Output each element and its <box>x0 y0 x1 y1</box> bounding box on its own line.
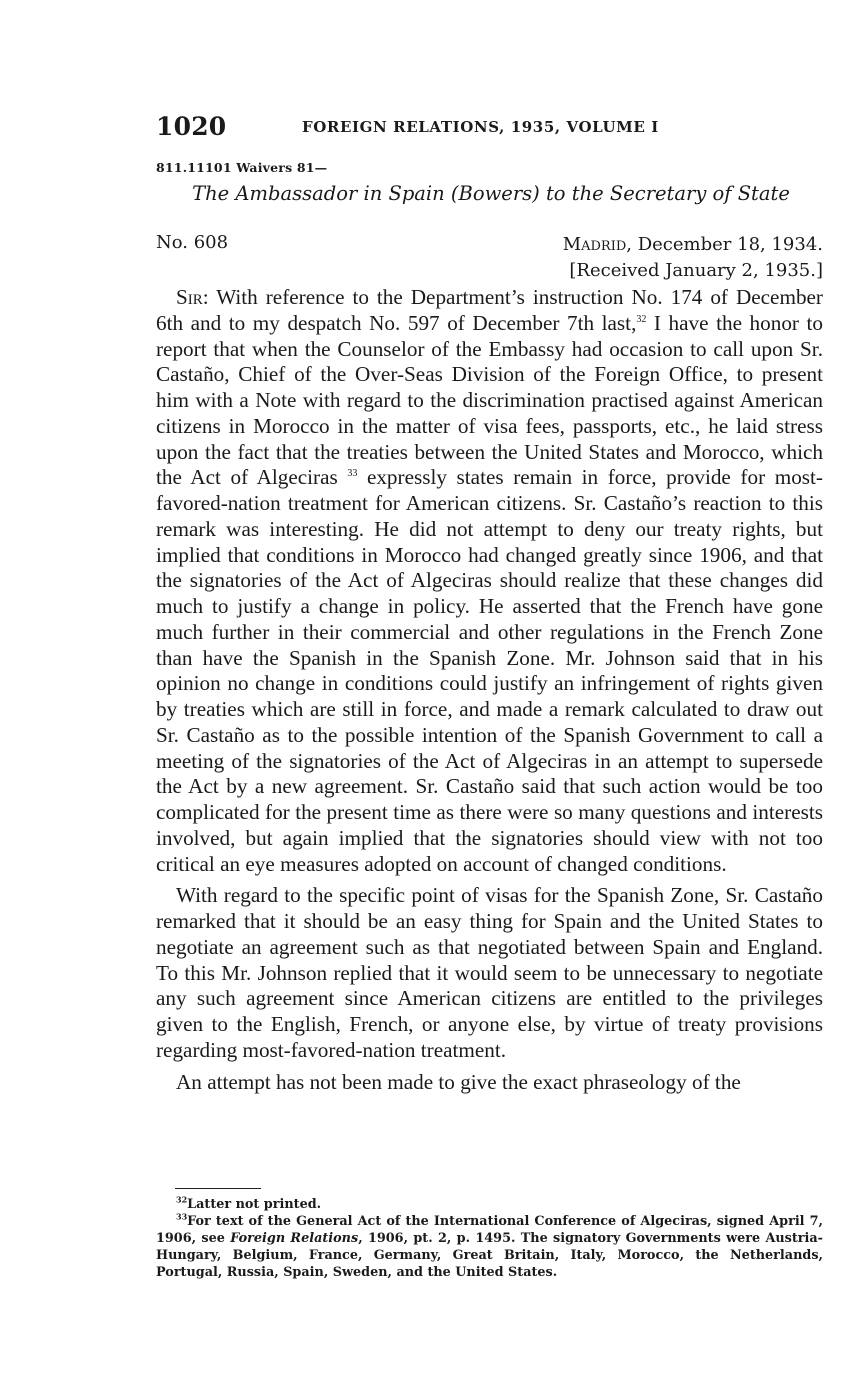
document-title: The Ambassador in Spain (Bowers) to the Secretary of State <box>192 182 790 205</box>
paragraph-1-text-b: I have the honor to report that when the Counselor of the Embassy had occasion to call upon Sr. Castaño, Chief of the Over-Seas Division of the Foreign Office, to present him with a Note with regard to the discrimination practised against American citizens in Morocco in the matter of visa fees, passports, etc., he laid stress upon the fact that the treaties between the United States and Morocco, which the Act of Algeciras <box>156 310 823 490</box>
footnote-33-citation: Foreign Relations <box>230 1231 359 1246</box>
letter-body <box>156 285 823 1095</box>
footnote-33 <box>156 1213 823 1281</box>
footnote-32-mark: 32 <box>176 1194 188 1205</box>
running-head <box>156 112 826 142</box>
paragraph-3: An attempt has not been made to give the exact phraseology of the <box>176 1069 741 1094</box>
dateline-date-line <box>563 232 823 258</box>
paragraph-2: With regard to the specific point of visas for the Spanish Zone, Sr. Castaño remarked that it should be an easy thing for Spain and the United States to negotiate an agreement such as that negotiated between Spain and England. To this Mr. Johnson replied that it would seem to be unnecessary to negotiate any such agreement since American citizens are entitled to the privileges given to the English, French, or anyone else, by virtue of treaty provisions regarding most-favored-nation treatment. <box>156 883 823 1062</box>
file-number: 811.11101 Waivers 81— <box>156 160 328 175</box>
salutation: Sir <box>176 285 203 309</box>
footnote-33-text-a: For text of the General Act of the International Conference of Algeciras, signed April 7, 1906, see <box>156 1214 823 1246</box>
paragraph-1-text-a: : With reference to the Department’s instruction No. 174 of December 6th and to my despatch No. 597 of December 7th last, <box>156 285 823 335</box>
despatch-number: No. 608 <box>156 232 229 253</box>
paragraph-1 <box>156 285 823 877</box>
dateline <box>563 232 823 283</box>
footnote-ref-33: 33 <box>347 468 358 480</box>
dateline-received: [Received January 2, 1935.] <box>569 259 823 281</box>
footnote-divider <box>175 1188 261 1189</box>
footnote-33-mark: 33 <box>176 1211 188 1222</box>
dateline-date: , December 18, 1934. <box>626 234 823 255</box>
paragraph-1-text-c: expressly states remain in force, provide for most-favored-nation treatment for American citizens. Sr. Castaño’s reaction to this remark was interesting. He did not attempt to deny our treaty rights, but implied that conditions in Morocco had changed greatly since 1906, and that the signatories of the Act of Algeciras should realize that these changes did much to justify a change in policy. He asserted that the French have gone much further in their commercial and other regulations in the French Zone than have the Spanish in the Spanish Zone. Mr. Johnson said that in his opinion no change in conditions could justify an infringement of rights given by treaties which are still in force, and made a remark calculated to draw out Sr. Castaño as to the possible intention of the Spanish Government to call a meeting of the signatories of the Act of Algeciras in an attempt to supersede the Act by a new agreement. Sr. Castaño said that such action would be too complicated for the present time as there were so many questions and interests involved, but again implied that the signatories should view with not too critical an eye measures adopted on account of changed conditions. <box>156 465 823 876</box>
page-number: 1020 <box>156 112 227 141</box>
footnote-32-text: Latter not printed. <box>187 1197 322 1212</box>
footnote-ref-32: 32 <box>636 313 647 325</box>
running-title: FOREIGN RELATIONS, 1935, VOLUME I <box>302 118 659 136</box>
footnote-32 <box>156 1196 823 1213</box>
footnotes <box>156 1196 823 1281</box>
dateline-place: Madrid <box>562 234 627 255</box>
footnote-33-text-b: , 1906, pt. 2, p. 1495. The signatory Governments were Austria-Hungary, Belgium, France, Germany, Great Britain, Italy, Morocco, the Netherlands, Portugal, Russia, Spain, Sweden, and the United States. <box>156 1231 823 1280</box>
